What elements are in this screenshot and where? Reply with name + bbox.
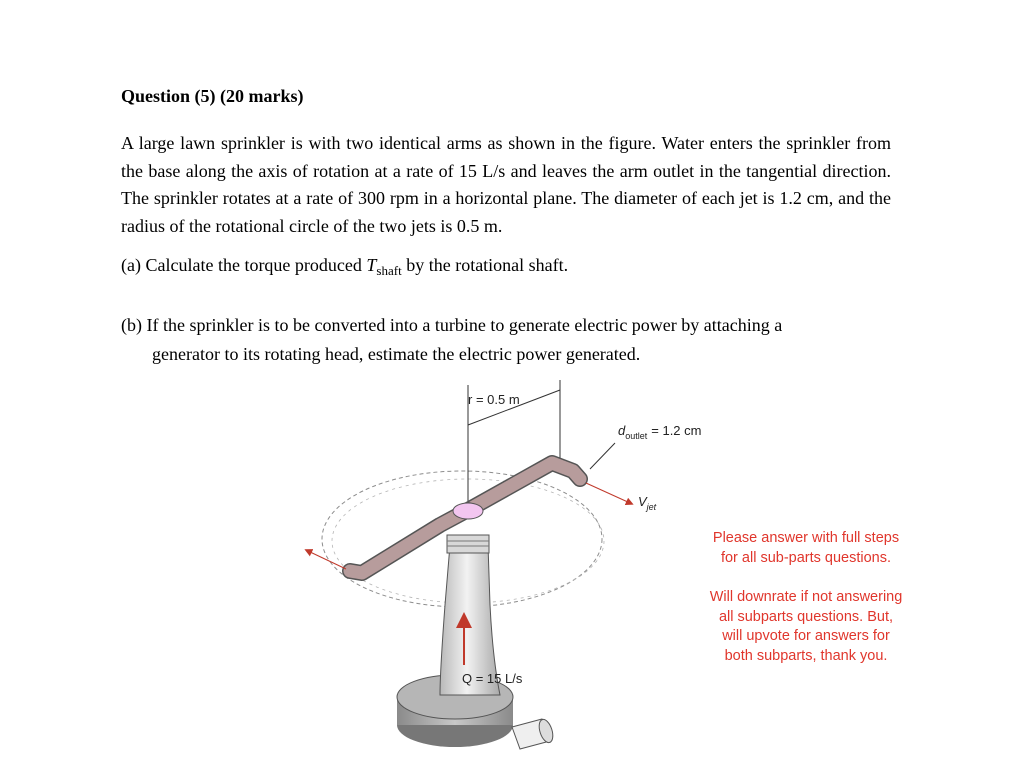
diameter-label-value: = 1.2 cm <box>651 423 702 438</box>
part-a-text-before: Calculate the torque produced <box>145 255 362 275</box>
note1-line1: Please answer with full steps <box>712 530 900 546</box>
diameter-label-symbol: d <box>618 423 626 438</box>
hub-top <box>453 503 483 519</box>
request-note-2 <box>686 588 926 666</box>
outlet-pointer <box>590 443 615 469</box>
part-a <box>121 255 568 279</box>
note2-line1: Will downrate if not answering <box>709 589 903 605</box>
part-b <box>121 311 891 369</box>
part-b-line2: generator to its rotating head, estimate the electric power generated. <box>152 344 641 364</box>
question-intro: A large lawn sprinkler is with two identical arms as shown in the figure. Water enters the sprinkler from the base along the axis of rotation at a rate of 15 L/s and leaves the arm outlet in the tangential direction. The sprinkler rotates at a rate of 300 rpm in a horizontal plane. The diameter of each jet is 1.2 cm, and the radius of the rotational circle of the two jets is 0.5 m. <box>121 133 891 236</box>
collar <box>447 535 489 553</box>
jet-arrow-right <box>586 483 630 503</box>
request-note-1 <box>686 529 926 568</box>
jet-arrow-left <box>308 551 346 569</box>
note1-line2: for all sub-parts questions. <box>720 549 892 566</box>
velocity-label-sub: jet <box>646 502 657 512</box>
note2-line4: both subparts, thank you. <box>724 647 888 664</box>
flow-label: Q = 15 L/s <box>462 671 523 686</box>
question-heading: Question (5) (20 marks) <box>121 86 304 106</box>
part-b-line1: If the sprinkler is to be converted into a turbine to generate electric power by attaching a <box>146 315 783 335</box>
torque-symbol-sub: shaft <box>376 263 402 278</box>
torque-symbol: T <box>366 255 377 275</box>
part-a-text-after: by the rotational shaft. <box>406 255 569 275</box>
note2-line3: will upvote for answers for <box>722 628 890 644</box>
radius-label: r = 0.5 m <box>468 392 520 407</box>
sprinkler-diagram <box>290 375 730 770</box>
diameter-label-sub: outlet <box>625 431 648 441</box>
part-b-label: (b) <box>121 315 142 335</box>
sprinkler-figure <box>290 375 730 770</box>
diameter-label <box>618 423 701 441</box>
velocity-label <box>638 494 657 512</box>
velocity-label-symbol: V <box>638 494 647 509</box>
note2-line2: all subparts questions. But, <box>718 608 894 625</box>
part-a-label: (a) <box>121 255 141 275</box>
part-b-line1-wrap <box>121 311 891 340</box>
